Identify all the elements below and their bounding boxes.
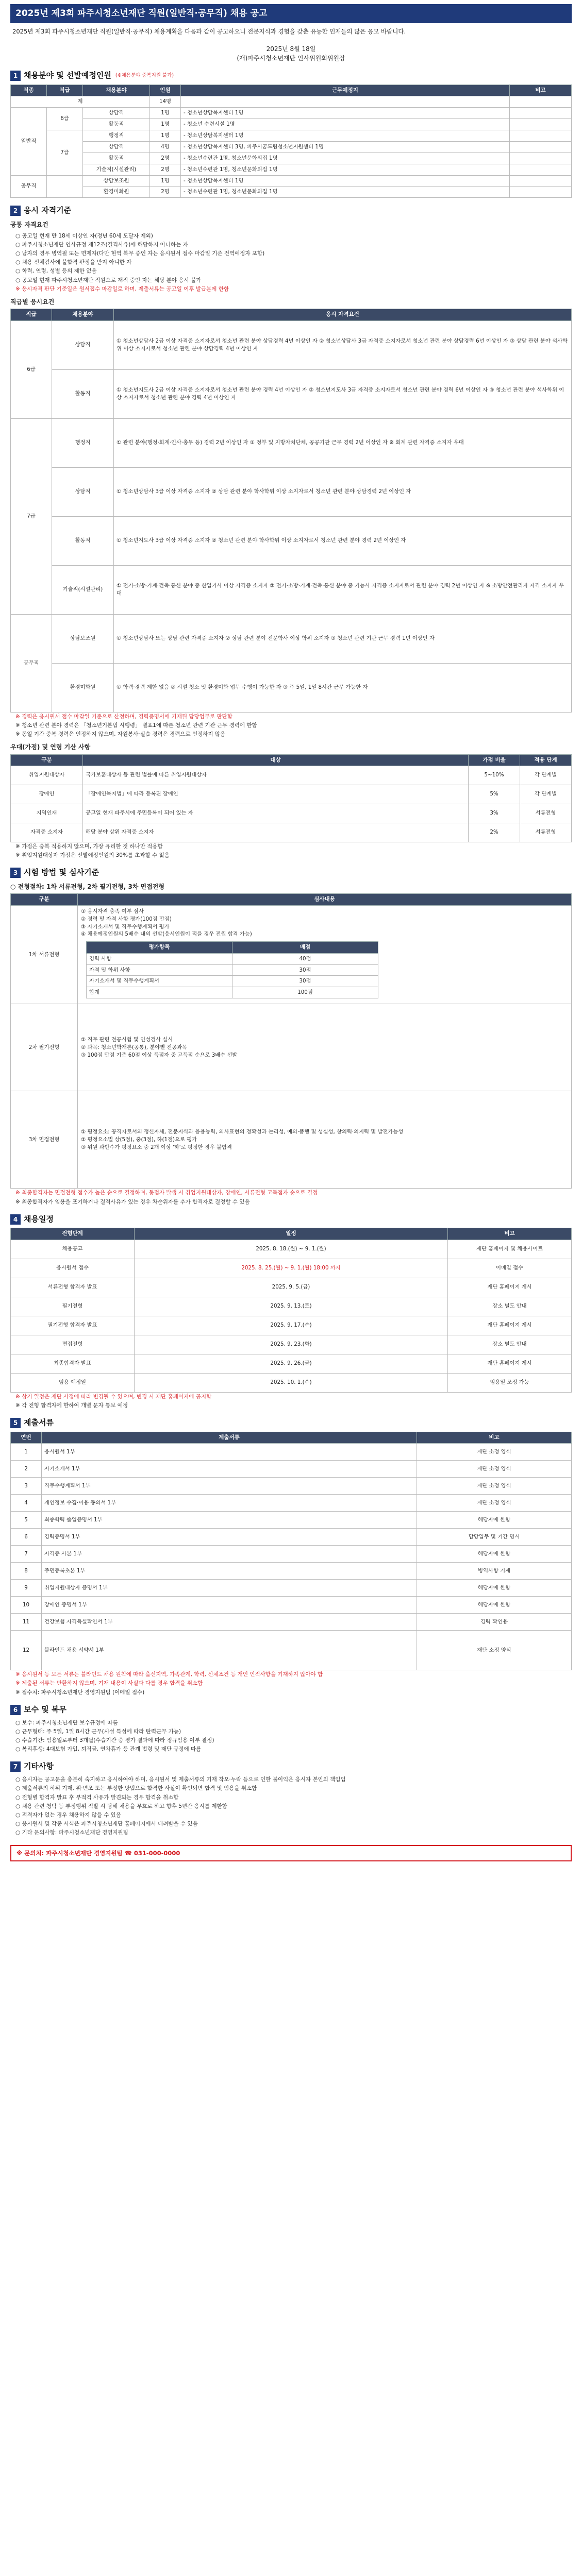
field: 환경미화원 bbox=[83, 187, 150, 198]
requirement: ① 청소년상담사 2급 이상 자격증 소지자로서 청소년 관련 분야 상담경력 4년 이상인 자 ② 청소년상담사 3급 자격증 소지자로서 청소년 관련 분야 상담경력 6년 이상인 자 ③ 상담 관련 분야 석사학위 이상 소지자로서 청소년 관련 분야 상담경력 4년 이상인 자 bbox=[114, 320, 572, 369]
section-number: 4 bbox=[10, 1214, 21, 1225]
list-item: ○ 제출서류의 허위 기재, 위·변조 또는 부정한 방법으로 합격한 사실이 확인되면 합격 및 임용을 취소함 bbox=[15, 1785, 257, 1792]
schedule-note: 재단 홈페이지 게시 bbox=[448, 1354, 572, 1373]
doc-name: 장애인 증명서 1부 bbox=[42, 1597, 417, 1614]
section-title: 응시 자격기준 bbox=[24, 206, 72, 215]
section-1-heading bbox=[10, 70, 572, 81]
page-title: 2025년 제3회 파주시청소년재단 직원(일반직·공무직) 채용 공고 bbox=[10, 4, 572, 23]
section-title: 보수 및 복무 bbox=[24, 1704, 66, 1714]
score-value: 30점 bbox=[232, 964, 378, 976]
col-header: 전형단계 bbox=[11, 1228, 135, 1240]
list-item: ○ 수습기간: 임용일로부터 3개월(수습기간 중 평가 결과에 따라 정규임용 여부 결정) bbox=[15, 1737, 214, 1743]
schedule-stage: 임용 예정일 bbox=[11, 1373, 135, 1392]
stage-item: ③ 100점 만점 기준 60점 이상 득점자 중 고득점 순으로 3배수 선발 bbox=[81, 1052, 238, 1058]
schedule-stage: 필기전형 bbox=[11, 1297, 135, 1316]
schedule-stage: 최종합격자 발표 bbox=[11, 1354, 135, 1373]
count: 2명 bbox=[150, 164, 181, 175]
pref-rate: 5% bbox=[469, 785, 520, 804]
schedule-date: 2025. 10. 1.(수) bbox=[135, 1373, 448, 1392]
requirement: ① 청소년지도사 2급 이상 자격증 소지자로서 청소년 관련 분야 경력 4년 이상인 자 ② 청소년지도사 3급 자격증 소지자로서 청소년 관련 분야 경력 6년 이상인 자 ③ 청소년 관련 분야 석사학위 이상 소지자로서 청소년 관련 분야 경력 4년 이상인 자 bbox=[114, 369, 572, 418]
score-item: 자기소개서 및 직무수행계획서 bbox=[87, 976, 232, 987]
doc-number: 8 bbox=[11, 1563, 42, 1580]
col-header: 배점 bbox=[232, 942, 378, 953]
grade: 공무직 bbox=[11, 614, 52, 712]
col-header: 비고 bbox=[510, 84, 572, 96]
stage-name: 1차 서류전형 bbox=[11, 905, 78, 1004]
place: - 청소년상담복지센터 3명, 파주시꿈드림청소년지원센터 1명 bbox=[181, 141, 510, 152]
stage-content bbox=[78, 905, 572, 1004]
schedule-date: 2025. 8. 25.(월) ~ 9. 1.(월) 18:00 까지 bbox=[135, 1259, 448, 1278]
job-type: 일반직 bbox=[11, 107, 47, 175]
col-header: 직종 bbox=[11, 84, 47, 96]
stage-item: ② 과목: 청소년학개론(공통), 분야별 전공과목 bbox=[81, 1044, 188, 1050]
pref-category: 자격증 소지자 bbox=[11, 823, 83, 842]
section-3-heading bbox=[10, 867, 572, 878]
doc-number: 10 bbox=[11, 1597, 42, 1614]
schedule-note: 재단 홈페이지 게시 bbox=[448, 1316, 572, 1335]
preference-heading: 우대(가점) 및 연령 기산 사항 bbox=[10, 743, 91, 751]
pref-stage: 서류전형 bbox=[520, 804, 572, 823]
pref-target: 공고일 현재 파주시에 주민등록이 되어 있는 자 bbox=[83, 804, 469, 823]
preference-table bbox=[10, 754, 572, 842]
list-item: ○ 채용 신체검사에 불합격 판정을 받지 아니한 자 bbox=[15, 259, 132, 266]
doc-name: 경력증명서 1부 bbox=[42, 1529, 417, 1546]
schedule-note: 장소 별도 안내 bbox=[448, 1297, 572, 1316]
documents-table bbox=[10, 1432, 572, 1670]
doc-note: 재단 소정 양식 bbox=[417, 1444, 572, 1461]
doc-name: 직무수행계획서 1부 bbox=[42, 1478, 417, 1495]
doc-number: 7 bbox=[11, 1546, 42, 1563]
doc-number: 11 bbox=[11, 1614, 42, 1631]
job-type: 공무직 bbox=[11, 175, 47, 198]
doc-number: 12 bbox=[11, 1631, 42, 1670]
grade: 6급 bbox=[11, 320, 52, 418]
schedule-stage: 면접전형 bbox=[11, 1335, 135, 1354]
stage-item: ② 경력 및 자격 사항 평가(100점 만점) bbox=[81, 916, 172, 922]
list-item: ○ 남자의 경우 병역필 또는 면제자(다만 현역 복무 중인 자는 응시원서 접수 마감일 기준 전역예정자 포함) bbox=[15, 250, 265, 257]
other-list bbox=[10, 1775, 572, 1838]
issue-date-block bbox=[10, 45, 572, 63]
section-title: 시험 방법 및 심사기준 bbox=[24, 868, 99, 877]
list-item: ○ 공고일 현재 파주시청소년재단 직원으로 재직 중인 자는 해당 분야 응시 불가 bbox=[15, 277, 202, 283]
col-header: 연번 bbox=[11, 1432, 42, 1443]
score-item: 자격 및 학위 사항 bbox=[87, 964, 232, 976]
pref-stage: 각 단계별 bbox=[520, 766, 572, 785]
doc-note: 재단 소정 양식 bbox=[417, 1461, 572, 1478]
list-item: ○ 응시자는 공고문을 충분히 숙지하고 응시하여야 하며, 응시원서 및 제출서류의 기재 착오·누락 등으로 인한 불이익은 응시자 본인의 책임임 bbox=[15, 1776, 346, 1783]
section-2-heading bbox=[10, 205, 572, 216]
col-header: 구분 bbox=[11, 894, 78, 905]
note-item: ※ 제출된 서류는 반환하지 않으며, 기재 내용이 사실과 다를 경우 합격을 취소함 bbox=[15, 1680, 203, 1687]
place: - 청소년수련관 1명, 청소년문화의집 1명 bbox=[181, 164, 510, 175]
requirement: ① 학력·경력 제한 없음 ② 시설 청소 및 환경미화 업무 수행이 가능한 자 ③ 주 5일, 1일 8시간 근무 가능한 자 bbox=[114, 663, 572, 712]
pref-category: 취업지원대상자 bbox=[11, 766, 83, 785]
col-header: 인원 bbox=[150, 84, 181, 96]
requirement: ① 청소년지도사 3급 이상 자격증 소지자 ② 청소년 관련 분야 학사학위 이상 소지자로서 청소년 관련 분야 경력 2년 이상인 자 bbox=[114, 516, 572, 565]
pay-list bbox=[10, 1719, 572, 1754]
score-table bbox=[86, 941, 378, 998]
doc-name: 취업지원대상자 증명서 1부 bbox=[42, 1580, 417, 1597]
count: 1명 bbox=[150, 175, 181, 187]
note-item: ※ 청소년 관련 분야 경력은 「청소년기본법 시행령」 별표1에 따른 청소년 관련 기관 근무 경력에 한함 bbox=[15, 722, 257, 728]
doc-number: 6 bbox=[11, 1529, 42, 1546]
col-header: 제출서류 bbox=[42, 1432, 417, 1443]
schedule-date: 2025. 8. 18.(월) ~ 9. 1.(월) bbox=[135, 1240, 448, 1259]
note-item: ※ 상기 일정은 재단 사정에 따라 변경될 수 있으며, 변경 시 재단 홈페이지에 공지함 bbox=[15, 1393, 212, 1400]
stage-item: ① 평정요소: 공직자로서의 정신자세, 전문지식과 응용능력, 의사표현의 정확성과 논리성, 예의·품행 및 성실성, 창의력·의지력 및 발전가능성 bbox=[81, 1128, 404, 1135]
stage-name: 2차 필기전형 bbox=[11, 1004, 78, 1091]
doc-name: 주민등록초본 1부 bbox=[42, 1563, 417, 1580]
section-number: 7 bbox=[10, 1761, 21, 1772]
doc-note: 담당업무 및 기간 명시 bbox=[417, 1529, 572, 1546]
section-number: 3 bbox=[10, 868, 21, 878]
field: 상담보조원 bbox=[52, 614, 114, 663]
pref-target: 해당 분야 상위 자격증 소지자 bbox=[83, 823, 469, 842]
count: 1명 bbox=[150, 118, 181, 130]
section-number: 1 bbox=[10, 71, 21, 81]
field: 상담직 bbox=[83, 107, 150, 118]
list-item: ○ 보수: 파주시청소년재단 보수규정에 따름 bbox=[15, 1719, 118, 1726]
col-header: 구분 bbox=[11, 754, 83, 766]
doc-note: 재단 소정 양식 bbox=[417, 1478, 572, 1495]
total-label: 계 bbox=[11, 96, 150, 108]
score-value: 100점 bbox=[232, 987, 378, 998]
section-title: 채용일정 bbox=[24, 1214, 54, 1224]
schedule-stage: 채용공고 bbox=[11, 1240, 135, 1259]
doc-note: 해당자에 한함 bbox=[417, 1512, 572, 1529]
schedule-table bbox=[10, 1228, 572, 1392]
requirements-notes bbox=[10, 713, 572, 739]
doc-number: 1 bbox=[11, 1444, 42, 1461]
list-item: ○ 기타 문의사항: 파주시청소년재단 경영지원팀 bbox=[15, 1829, 128, 1836]
col-header: 근무예정지 bbox=[181, 84, 510, 96]
list-item: ○ 응시원서 및 각종 서식은 파주시청소년재단 홈페이지에서 내려받을 수 있음 bbox=[15, 1821, 198, 1827]
section-number: 6 bbox=[10, 1705, 21, 1715]
note-item: ※ 각 전형 합격자에 한하여 개별 문자 통보 예정 bbox=[15, 1402, 128, 1409]
list-item: ○ 학력, 연령, 성별 등의 제한 없음 bbox=[15, 268, 97, 275]
total-value: 14명 bbox=[150, 96, 181, 108]
doc-note: 재단 소정 양식 bbox=[417, 1495, 572, 1512]
place: - 청소년상담복지센터 1명 bbox=[181, 107, 510, 118]
doc-name: 자격증 사본 1부 bbox=[42, 1546, 417, 1563]
count: 2명 bbox=[150, 187, 181, 198]
schedule-note: 임용일 조정 가능 bbox=[448, 1373, 572, 1392]
doc-name: 자기소개서 1부 bbox=[42, 1461, 417, 1478]
pref-stage: 서류전형 bbox=[520, 823, 572, 842]
field: 행정직 bbox=[83, 130, 150, 141]
schedule-note: 재단 홈페이지 게시 bbox=[448, 1278, 572, 1297]
schedule-note: 장소 별도 안내 bbox=[448, 1335, 572, 1354]
col-header: 평가항목 bbox=[87, 942, 232, 953]
issue-date: 2025년 8월 18일 bbox=[266, 45, 316, 53]
stage-item: ① 응시자격 충족 여부 심사 bbox=[81, 908, 144, 914]
pref-rate: 2% bbox=[469, 823, 520, 842]
doc-note: 해당자에 한함 bbox=[417, 1597, 572, 1614]
doc-name: 건강보험 자격득실확인서 1부 bbox=[42, 1614, 417, 1631]
field: 기술직(시설관리) bbox=[52, 565, 114, 614]
doc-note: 재단 소정 양식 bbox=[417, 1631, 572, 1670]
section-4-heading bbox=[10, 1214, 572, 1225]
section-title: 기타사항 bbox=[24, 1761, 54, 1771]
section-title: 제출서류 bbox=[24, 1418, 54, 1428]
score-value: 30점 bbox=[232, 976, 378, 987]
list-item: ○ 복리후생: 4대보험 가입, 퇴직금, 연차휴가 등 관계 법령 및 재단 규정에 따름 bbox=[15, 1746, 202, 1753]
field: 활동직 bbox=[83, 152, 150, 164]
doc-note: 병역사항 기재 bbox=[417, 1563, 572, 1580]
place: - 청소년 수련시설 1명 bbox=[181, 118, 510, 130]
stage-content bbox=[78, 1091, 572, 1189]
note-item: ※ 응시원서 등 모든 서류는 블라인드 채용 원칙에 따라 출신지역, 가족관계, 학력, 신체조건 등 개인 인적사항을 기재하지 않아야 함 bbox=[15, 1671, 323, 1678]
schedule-note: 이메일 접수 bbox=[448, 1259, 572, 1278]
doc-name: 블라인드 채용 서약서 1부 bbox=[42, 1631, 417, 1670]
field: 행정직 bbox=[52, 418, 114, 467]
intro-text: 2025년 제3회 파주시청소년재단 직원(일반직·공무직) 채용계획을 다음과 같이 공고하오니 전문지식과 경험을 갖춘 유능한 인재들의 많은 응모 바랍니다. bbox=[12, 27, 406, 35]
note-item: ※ 최종합격자가 임용을 포기하거나 결격사유가 있는 경우 차순위자를 추가 합격자로 결정할 수 있음 bbox=[15, 1198, 250, 1205]
schedule-date: 2025. 9. 13.(토) bbox=[135, 1297, 448, 1316]
doc-number: 4 bbox=[11, 1495, 42, 1512]
contact-box bbox=[10, 1845, 572, 1862]
recruitment-notice bbox=[5, 0, 577, 1872]
requirement: ① 전기·소방·기계·건축·통신 분야 중 산업기사 이상 자격증 소지자 ② 전기·소방·기계·건축·통신 분야 중 기능사 자격증 소지자로서 관련 분야 경력 2년 이상인 자 ※ 소방안전관리자 자격 소지자 우대 bbox=[114, 565, 572, 614]
col-header: 직급 bbox=[11, 309, 52, 320]
place: - 청소년수련관 1명, 청소년문화의집 1명 bbox=[181, 187, 510, 198]
grade: 6급 bbox=[47, 107, 83, 130]
contact-info: ※ 문의처: 파주시청소년재단 경영지원팀 ☎ 031-000-0000 bbox=[16, 1849, 180, 1857]
schedule-stage: 필기전형 합격자 발표 bbox=[11, 1316, 135, 1335]
list-item: ○ 전형별 합격자 발표 후 부적격 사유가 발견되는 경우 합격을 취소함 bbox=[15, 1794, 179, 1801]
doc-note: 경력 확인용 bbox=[417, 1614, 572, 1631]
stage-item: ② 평정요소별 상(5점), 중(3점), 하(1점)으로 평가 bbox=[81, 1136, 197, 1143]
col-header: 응시 자격요건 bbox=[114, 309, 572, 320]
pref-target: 「장애인복지법」에 따라 등록된 장애인 bbox=[83, 785, 469, 804]
schedule-date: 2025. 9. 23.(화) bbox=[135, 1335, 448, 1354]
col-header: 채용분야 bbox=[83, 84, 150, 96]
field: 상담직 bbox=[83, 141, 150, 152]
col-header: 직급 bbox=[47, 84, 83, 96]
place: - 청소년상담복지센터 1명 bbox=[181, 130, 510, 141]
note-item: ※ 동일 기간 중복 경력은 인정하지 않으며, 자원봉사·실습 경력은 경력으로 인정하지 않음 bbox=[15, 731, 226, 738]
schedule-stage: 응시원서 접수 bbox=[11, 1259, 135, 1278]
field: 기술직(시설관리) bbox=[83, 164, 150, 175]
stage-name: 3차 면접전형 bbox=[11, 1091, 78, 1189]
pref-category: 장애인 bbox=[11, 785, 83, 804]
section-7-heading bbox=[10, 1761, 572, 1772]
note-item: ※ 취업지원대상자 가점은 선발예정인원의 30%를 초과할 수 없음 bbox=[15, 852, 170, 859]
schedule-date: 2025. 9. 5.(금) bbox=[135, 1278, 448, 1297]
col-header: 비고 bbox=[417, 1432, 572, 1443]
note-item: ※ 접수처: 파주시청소년재단 경영지원팀 (이메일 접수) bbox=[15, 1689, 145, 1696]
count: 1명 bbox=[150, 130, 181, 141]
field: 환경미화원 bbox=[52, 663, 114, 712]
issuing-org: (재)파주시청소년재단 인사위원회위원장 bbox=[237, 54, 345, 62]
field: 활동직 bbox=[52, 369, 114, 418]
doc-number: 5 bbox=[11, 1512, 42, 1529]
place: - 청소년상담복지센터 1명 bbox=[181, 175, 510, 187]
stage-item: ① 직무 관련 전공시험 및 인성검사 실시 bbox=[81, 1036, 173, 1043]
count: 4명 bbox=[150, 141, 181, 152]
place: - 청소년수련관 1명, 청소년문화의집 1명 bbox=[181, 152, 510, 164]
count: 1명 bbox=[150, 107, 181, 118]
col-header: 비고 bbox=[448, 1228, 572, 1240]
positions-table bbox=[10, 84, 572, 198]
doc-name: 개인정보 수집·이용 동의서 1부 bbox=[42, 1495, 417, 1512]
exam-notes bbox=[10, 1189, 572, 1206]
doc-number: 2 bbox=[11, 1461, 42, 1478]
note-item: ※ 가점은 중복 적용하지 않으며, 가장 유리한 것 하나만 적용함 bbox=[15, 843, 163, 850]
list-item: ○ 근무형태: 주 5일, 1일 8시간 근무(시설 특성에 따라 탄력근무 가능) bbox=[15, 1728, 181, 1735]
col-header: 적용 단계 bbox=[520, 754, 572, 766]
list-item: ○ 채용 관련 청탁 등 부정행위 적발 시 당해 채용을 무효로 하고 향후 5년간 응시를 제한함 bbox=[15, 1803, 227, 1809]
doc-number: 3 bbox=[11, 1478, 42, 1495]
stage-item: ③ 위원 과반수가 평정요소 중 2개 이상 '하'로 평정한 경우 불합격 bbox=[81, 1144, 232, 1150]
grade: 7급 bbox=[11, 418, 52, 614]
col-header: 가점 비율 bbox=[469, 754, 520, 766]
section-note: (※채용분야 중복지원 불가) bbox=[115, 73, 174, 79]
exam-method: ○ 전형절차: 1차 서류전형, 2차 필기전형, 3차 면접전형 bbox=[10, 883, 164, 891]
detail-requirements-heading: 직급별 응시요건 bbox=[10, 298, 55, 306]
note-item: ※ 최종합격자는 면접전형 점수가 높은 순으로 결정하며, 동점자 발생 시 취업지원대상자, 장애인, 서류전형 고득점자 순으로 결정 bbox=[15, 1190, 318, 1196]
doc-name: 응시원서 1부 bbox=[42, 1444, 417, 1461]
field: 활동직 bbox=[52, 516, 114, 565]
pref-category: 지역인재 bbox=[11, 804, 83, 823]
stage-item: ④ 채용예정인원의 5배수 내외 선발(응시인원이 적을 경우 전원 합격 가능) bbox=[81, 931, 252, 938]
common-requirements-list bbox=[10, 232, 572, 294]
pref-stage: 각 단계별 bbox=[520, 785, 572, 804]
stage-item: ③ 자기소개서 및 직무수행계획서 평가 bbox=[81, 923, 170, 930]
common-requirements-heading: 공통 자격요건 bbox=[10, 221, 48, 229]
pref-rate: 5~10% bbox=[469, 766, 520, 785]
section-title: 채용분야 및 선발예정인원 bbox=[24, 71, 111, 80]
schedule-date: 2025. 9. 26.(금) bbox=[135, 1354, 448, 1373]
requirement: ① 청소년상담사 또는 상담 관련 자격증 소지자 ② 상담 관련 분야 전문학사 이상 학위 소지자 ③ 청소년 관련 기관 근무 경력 1년 이상인 자 bbox=[114, 614, 572, 663]
section-6-heading bbox=[10, 1704, 572, 1716]
pref-rate: 3% bbox=[469, 804, 520, 823]
field: 상담직 bbox=[52, 467, 114, 516]
col-header: 대상 bbox=[83, 754, 469, 766]
list-item: ○ 적격자가 없는 경우 채용하지 않을 수 있음 bbox=[15, 1812, 121, 1819]
requirement: ① 청소년상담사 3급 이상 자격증 소지자 ② 상담 관련 분야 학사학위 이상 소지자로서 청소년 관련 분야 상담경력 2년 이상인 자 bbox=[114, 467, 572, 516]
section-number: 5 bbox=[10, 1418, 21, 1428]
list-item: ○ 파주시청소년재단 인사규정 제12조(결격사유)에 해당하지 아니하는 자 bbox=[15, 241, 188, 248]
requirement: ① 관련 분야(행정·회계·인사·총무 등) 경력 2년 이상인 자 ② 정부 및 지방자치단체, 공공기관 근무 경력 2년 이상인 자 ※ 회계 관련 자격증 소지자 우대 bbox=[114, 418, 572, 467]
field: 활동직 bbox=[83, 118, 150, 130]
stage-content bbox=[78, 1004, 572, 1091]
doc-note: 해당자에 한함 bbox=[417, 1546, 572, 1563]
list-item: ○ 공고일 현재 만 18세 이상인 자(정년 60세 도달자 제외) bbox=[15, 232, 153, 239]
doc-note: 해당자에 한함 bbox=[417, 1580, 572, 1597]
score-item: 합계 bbox=[87, 987, 232, 998]
preference-notes bbox=[10, 842, 572, 860]
count: 2명 bbox=[150, 152, 181, 164]
section-5-heading bbox=[10, 1417, 572, 1429]
score-value: 40점 bbox=[232, 953, 378, 964]
doc-number: 9 bbox=[11, 1580, 42, 1597]
documents-notes bbox=[10, 1670, 572, 1697]
schedule-note: 재단 홈페이지 및 채용사이트 bbox=[448, 1240, 572, 1259]
doc-name: 최종학력 졸업증명서 1부 bbox=[42, 1512, 417, 1529]
exam-stages-table bbox=[10, 893, 572, 1189]
schedule-stage: 서류전형 합격자 발표 bbox=[11, 1278, 135, 1297]
score-item: 경력 사항 bbox=[87, 953, 232, 964]
schedule-notes bbox=[10, 1393, 572, 1410]
col-header: 심사내용 bbox=[78, 894, 572, 905]
note-item: ※ 경력은 응시원서 접수 마감일 기준으로 산정하며, 경력증명서에 기재된 담당업무로 판단함 bbox=[15, 713, 232, 720]
schedule-date: 2025. 9. 17.(수) bbox=[135, 1316, 448, 1335]
requirements-table bbox=[10, 309, 572, 712]
list-item: ※ 응시자격 판단 기준일은 원서접수 마감일로 하며, 제출서류는 공고일 이후 발급분에 한함 bbox=[15, 285, 229, 292]
field: 상담보조원 bbox=[83, 175, 150, 187]
pref-target: 국가보훈대상자 등 관련 법률에 따른 취업지원대상자 bbox=[83, 766, 469, 785]
section-number: 2 bbox=[10, 206, 21, 216]
field: 상담직 bbox=[52, 320, 114, 369]
col-header: 일정 bbox=[135, 1228, 448, 1240]
grade: 7급 bbox=[47, 130, 83, 175]
col-header: 채용분야 bbox=[52, 309, 114, 320]
